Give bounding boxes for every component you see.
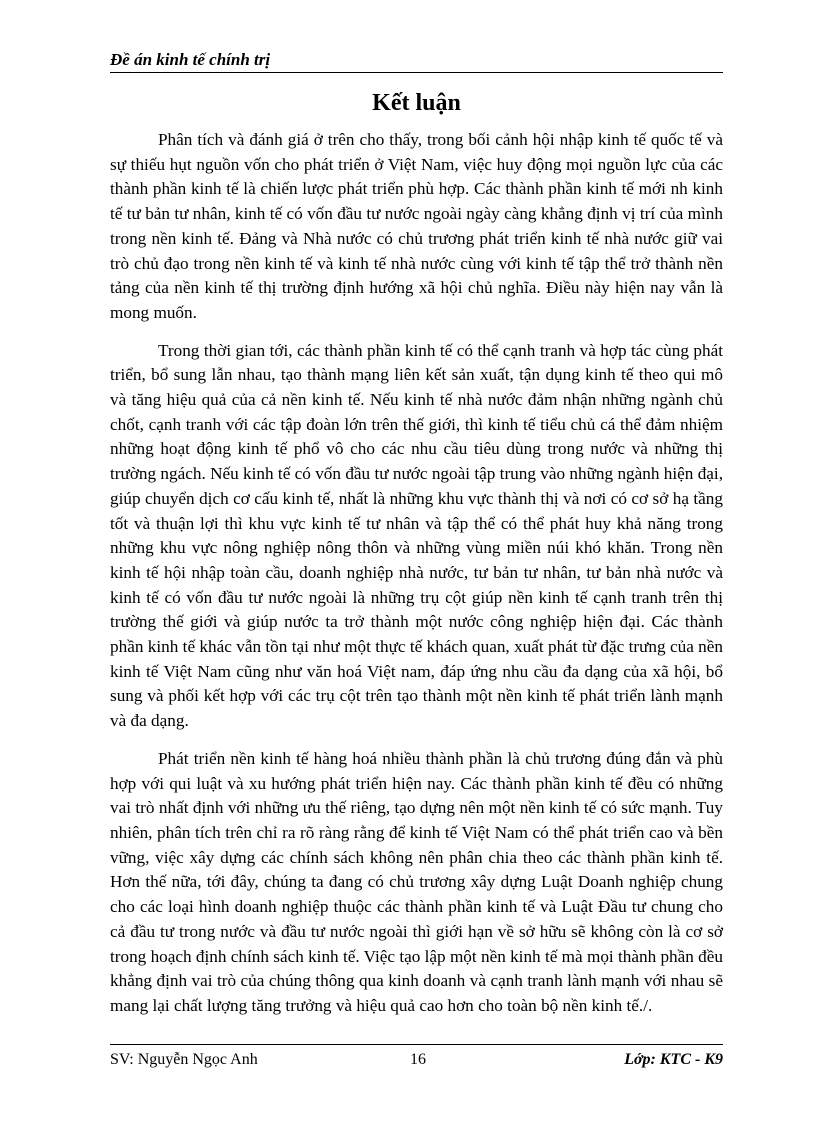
section-heading: Kết luận	[372, 90, 461, 116]
page-footer	[110, 1044, 723, 1073]
header-title: Đề án kinh tế chính trị	[110, 50, 271, 69]
document-body	[110, 128, 723, 1032]
footer-class-label: Lớp: KTC - K9	[624, 1051, 723, 1068]
page-header	[110, 50, 723, 73]
paragraph-2: Trong thời gian tới, các thành phần kinh tế có thể cạnh tranh và hợp tác cùng phát triển, bổ sung lẫn nhau, tạo thành mạng liên kết sản xuất, tận dụng kinh tế theo qui mô và tăng hiệu quả của cả nền kinh tế. Nếu kinh tế nhà nước đảm nhận những ngành chủ chốt, cạnh tranh với các tập đoàn lớn trên thế giới, thì kinh tế tiểu chủ cá thể đảm nhiệm những hoạt động kinh tế phổ vô cho các nhu cầu tiêu dùng trong nước và những thị trường ngách. Nếu kinh tế có vốn đầu tư nước ngoài tập trung vào những ngành hiện đại, giúp chuyển dịch cơ cấu kinh tế, nhất là những khu vực thành thị và nơi có cơ sở hạ tầng tốt và thuận lợi thì khu vực kinh tế tư nhân và tập thể có thể phát huy khả năng trong những khu vực nông nghiệp nông thôn và những vùng miền núi khó khăn. Trong nền kinh tế hội nhập toàn cầu, doanh nghiệp nhà nước, tư bản tư nhân, tư bản nhà nước và kinh tế có vốn đầu tư nước ngoài là những trụ cột giúp nền kinh tế cạnh tranh trên thị trường thế giới và giúp nước ta trở thành một nước công nghiệp hiện đại. Các thành phần kinh tế khác vẫn tồn tại như một thực tế khách quan, xuất phát từ đặc trưng của nền kinh tế Việt Nam cũng như văn hoá Việt nam, đáp ứng nhu cầu đa dạng của xã hội, bổ sung và phối kết hợp với các trụ cột trên tạo thành một nền kinh tế phát triển lành mạnh và đa dạng.	[110, 340, 723, 731]
page-number: 16	[410, 1051, 426, 1068]
paragraph-1: Phân tích và đánh giá ở trên cho thấy, trong bối cảnh hội nhập kinh tế quốc tế và sự thiếu hụt nguồn vốn cho phát triển ở Việt Nam, việc huy động mọi nguồn lực của các thành phần kinh tế là chiến lược phát triển phù hợp. Các thành phần kinh tế mới nh kinh tế tư bản tư nhân, kinh tế có vốn đầu tư nước ngoài ngày càng khẳng định vị trí của mình trong nền kinh tế. Đảng và Nhà nước có chủ trương phát triển kinh tế nhà nước giữ vai trò chủ đạo trong nền kinh tế và kinh tế nhà nước cùng với kinh tế tập thể trở thành nền tảng của nền kinh tế thị trường định hướng xã hội chủ nghĩa. Điều này hiện nay vẫn là mong muốn.	[110, 130, 723, 322]
footer-student-name: SV: Nguyễn Ngọc Anh	[110, 1051, 258, 1068]
paragraph-3: Phát triển nền kinh tế hàng hoá nhiều thành phần là chủ trương đúng đắn và phù hợp với qui luật và xu hướng phát triển hiện nay. Các thành phần kinh tế đều có những vai trò nhất định với những ưu thế riêng, tạo dựng nên một nền kinh tế có sức mạnh. Tuy nhiên, phân tích trên chỉ ra rõ ràng rằng để kinh tế Việt Nam có thể phát triển cao và bền vững, việc xây dựng các chính sách không nên phân chia theo các thành phần kinh tế. Hơn thế nữa, tới đây, chúng ta đang có chủ trương xây dựng Luật Doanh nghiệp chung cho các loại hình doanh nghiệp thuộc các thành phần kinh tế và Luật Đầu tư chung cho cả đầu tư trong nước và đầu tư nước ngoài thì giới hạn về sở hữu sẽ không còn là cơ sở trong hoạch định chính sách kinh tế. Việc tạo lập một nền kinh tế mà mọi thành phần đều khẳng định vai trò của chúng thông qua kinh doanh và cạnh tranh lành mạnh với nhau sẽ mang lại chất lượng tăng trưởng và hiệu quả cao hơn cho toàn bộ nền kinh tế./.	[110, 748, 723, 1015]
